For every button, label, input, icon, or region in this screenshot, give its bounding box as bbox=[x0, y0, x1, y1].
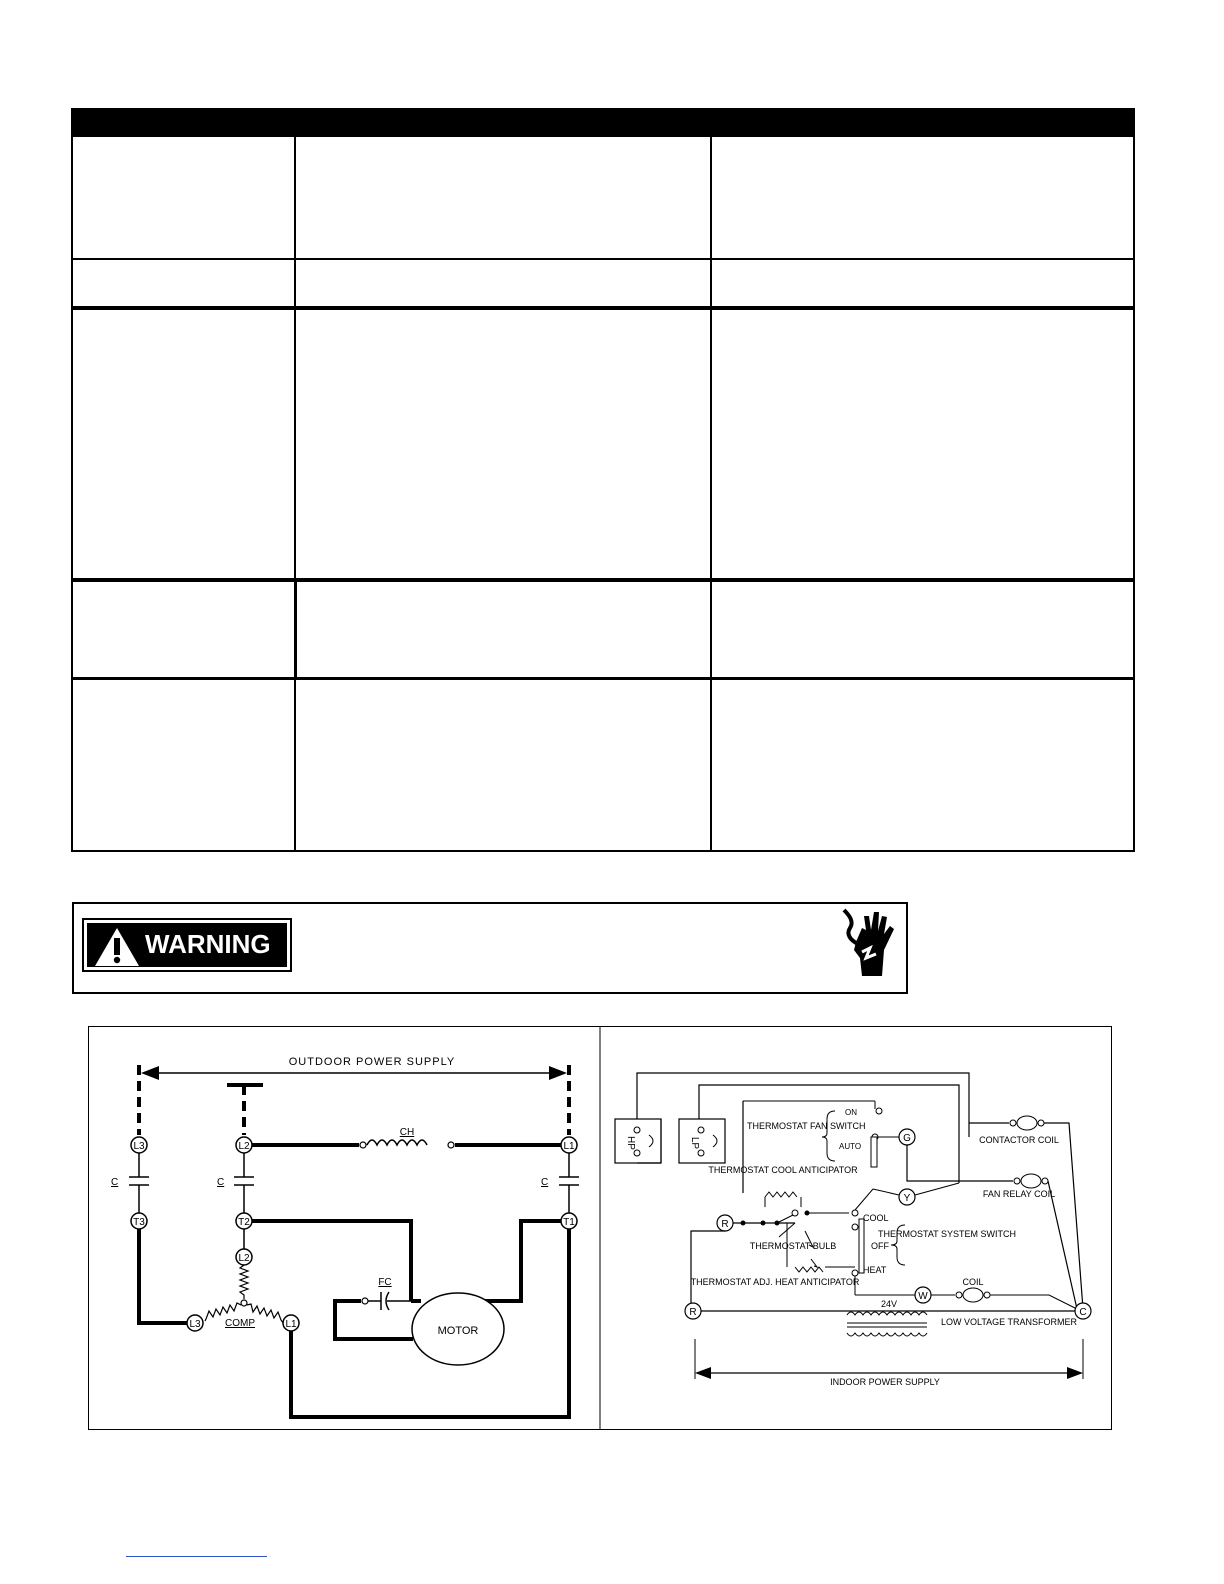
contactor-coil bbox=[1017, 1116, 1037, 1130]
alert-triangle-icon bbox=[93, 925, 143, 969]
compressor-label: COMP bbox=[225, 1318, 255, 1329]
voltage-label: 24V bbox=[880, 1299, 898, 1309]
terminal-t2 bbox=[236, 1213, 252, 1229]
crankcase-heater-label: CH bbox=[399, 1127, 415, 1138]
terminal-r-thermostat bbox=[717, 1215, 733, 1231]
warning-label: WARNING bbox=[145, 929, 271, 959]
svg-text:L1: L1 bbox=[563, 1141, 575, 1152]
svg-text:T3: T3 bbox=[133, 1217, 145, 1228]
compressor-terminal-l3 bbox=[187, 1315, 203, 1331]
svg-text:T2: T2 bbox=[238, 1217, 250, 1228]
mode-off-label: OFF bbox=[871, 1241, 889, 1251]
cool-anticipator-label: THERMOSTAT COOL ANTICIPATOR bbox=[708, 1165, 858, 1175]
thermostat-bulb-label: THERMOSTAT BULB bbox=[749, 1241, 837, 1251]
high-pressure-switch bbox=[615, 1119, 661, 1163]
table-column-divider bbox=[294, 137, 296, 850]
mode-heat-label: HEAT bbox=[863, 1265, 887, 1275]
fan-relay-coil bbox=[1021, 1174, 1041, 1188]
transformer-label: LOW VOLTAGE TRANSFORMER bbox=[941, 1317, 1078, 1327]
thermostat-control-diagram bbox=[615, 1073, 1091, 1387]
svg-text:AUTO: AUTO bbox=[839, 1142, 862, 1151]
mode-cool-label: COOL bbox=[863, 1213, 889, 1223]
table-header-bar bbox=[73, 110, 1133, 137]
low-pressure-switch bbox=[679, 1119, 725, 1163]
motor-label: MOTOR bbox=[437, 1325, 479, 1337]
svg-text:HP: HP bbox=[625, 1136, 636, 1150]
fan-switch-label: THERMOSTAT FAN SWITCH bbox=[747, 1121, 866, 1131]
compressor-terminal-l2 bbox=[236, 1249, 252, 1265]
outdoor-power-supply-title: OUTDOOR POWER SUPPLY bbox=[288, 1056, 456, 1068]
warning-banner bbox=[72, 902, 908, 994]
electric-shock-hand-icon bbox=[836, 906, 900, 988]
svg-text:Y: Y bbox=[903, 1193, 911, 1204]
table-row-divider bbox=[73, 578, 1133, 582]
footer-link-underline bbox=[126, 1556, 267, 1557]
svg-text:C: C bbox=[1079, 1307, 1087, 1318]
svg-text:R: R bbox=[721, 1219, 729, 1230]
table-column-divider bbox=[710, 137, 712, 850]
terminal-l2 bbox=[236, 1137, 252, 1153]
svg-text:L3: L3 bbox=[189, 1319, 201, 1330]
table-row-divider bbox=[73, 306, 1133, 310]
svg-text:LP: LP bbox=[689, 1136, 700, 1150]
svg-text:ON: ON bbox=[845, 1108, 857, 1117]
heat-coil-label: COIL bbox=[962, 1277, 984, 1287]
contactor-label-l2: C bbox=[217, 1177, 225, 1188]
terminal-g bbox=[899, 1129, 915, 1145]
contactor-label-l3: C bbox=[111, 1177, 119, 1188]
outdoor-power-diagram bbox=[111, 1056, 579, 1417]
compressor-terminal-l1 bbox=[283, 1315, 299, 1331]
terminal-r-transformer bbox=[685, 1303, 701, 1319]
table-row-divider bbox=[73, 677, 1133, 680]
contactor-label-l1: C bbox=[541, 1177, 549, 1188]
svg-text:L2: L2 bbox=[238, 1141, 250, 1152]
terminal-l1 bbox=[561, 1137, 577, 1153]
terminal-l3 bbox=[131, 1137, 147, 1153]
troubleshooting-table bbox=[71, 108, 1135, 852]
svg-text:W: W bbox=[918, 1291, 928, 1302]
fan-relay-coil-label: FAN RELAY COIL bbox=[982, 1189, 1056, 1199]
indoor-power-supply-label: INDOOR POWER SUPPLY bbox=[830, 1377, 940, 1387]
terminal-w bbox=[915, 1287, 931, 1303]
table-cell-thick-edge bbox=[294, 580, 297, 678]
svg-text:G: G bbox=[903, 1133, 911, 1144]
terminal-t3 bbox=[131, 1213, 147, 1229]
table-row-divider bbox=[73, 258, 1133, 260]
svg-text:T1: T1 bbox=[563, 1217, 575, 1228]
terminal-y bbox=[899, 1189, 915, 1205]
svg-text:L3: L3 bbox=[133, 1141, 145, 1152]
wiring-diagram bbox=[89, 1027, 1111, 1429]
svg-text:L1: L1 bbox=[285, 1319, 297, 1330]
heat-anticipator-label: THERMOSTAT ADJ. HEAT ANTICIPATOR bbox=[690, 1277, 860, 1287]
svg-text:R: R bbox=[689, 1307, 697, 1318]
warning-badge bbox=[82, 918, 292, 972]
terminal-t1 bbox=[561, 1213, 577, 1229]
fan-capacitor-label: FC bbox=[378, 1277, 392, 1288]
wiring-diagram-frame bbox=[88, 1026, 1112, 1430]
contactor-coil-label: CONTACTOR COIL bbox=[979, 1135, 1059, 1145]
system-switch-label: THERMOSTAT SYSTEM SWITCH bbox=[877, 1229, 1017, 1239]
terminal-c bbox=[1075, 1303, 1091, 1319]
heat-coil bbox=[963, 1288, 983, 1302]
svg-text:L2: L2 bbox=[238, 1253, 250, 1264]
